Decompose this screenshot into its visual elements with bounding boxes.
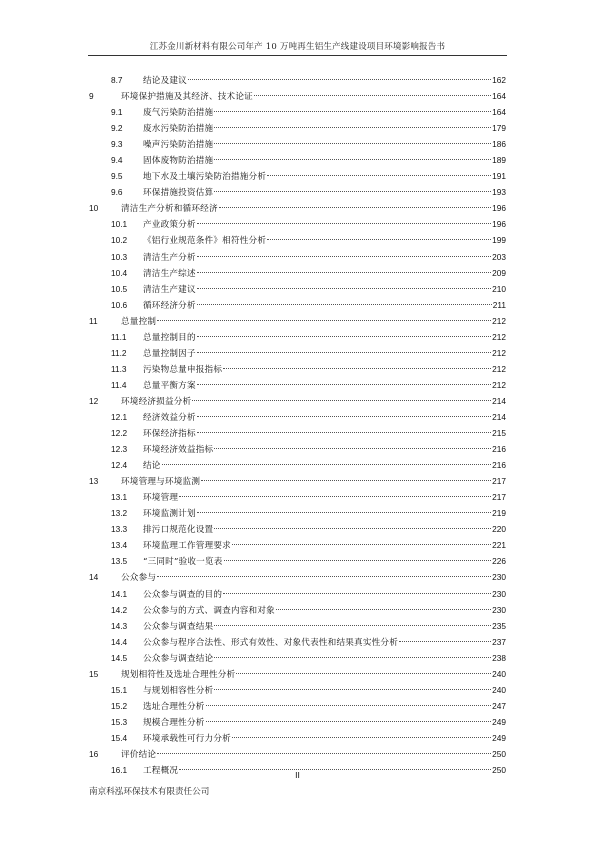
toc-title: 公众参与 — [121, 573, 157, 584]
toc-section[interactable] — [89, 232, 506, 248]
toc-section[interactable] — [89, 168, 506, 184]
toc-page: 249 — [492, 732, 506, 743]
toc-number: 14.5 — [111, 652, 128, 663]
toc-number: 14.4 — [111, 636, 128, 647]
toc-title: 环境承载性可行力分析 — [143, 733, 231, 744]
toc-leader — [399, 641, 491, 642]
running-header: 江苏金川新材料有限公司年产 10 万吨再生铝生产线建设项目环境影响报告书 — [149, 42, 446, 52]
toc-entry — [143, 377, 506, 394]
toc-section[interactable] — [89, 586, 506, 602]
page-number: II — [295, 770, 300, 780]
toc-leader — [232, 737, 491, 738]
toc-number: 12.3 — [111, 444, 128, 455]
toc-section[interactable] — [89, 152, 506, 168]
toc-section[interactable] — [89, 505, 506, 521]
toc-section[interactable] — [89, 345, 506, 361]
toc-number: 16.1 — [111, 765, 128, 776]
toc-entry — [143, 104, 506, 121]
toc-title: 公众参与调查结果 — [143, 621, 214, 632]
toc-number: 14.1 — [111, 588, 128, 599]
toc-number: 12.2 — [111, 428, 128, 439]
toc-title: 环境经济损益分析 — [121, 396, 192, 407]
toc-title: 产业政策分析 — [143, 220, 196, 231]
toc-section[interactable] — [89, 618, 506, 634]
toc-chapter[interactable] — [89, 88, 506, 104]
toc-section[interactable] — [89, 682, 506, 698]
toc-page: 230 — [492, 572, 506, 583]
toc-entry — [143, 537, 506, 554]
toc-title: 选址合理性分析 — [143, 701, 205, 712]
toc-number: 13.2 — [111, 508, 128, 519]
toc-leader — [214, 127, 491, 128]
toc-entry — [143, 232, 506, 249]
toc-chapter[interactable] — [89, 473, 506, 489]
toc-leader — [197, 352, 491, 353]
toc-title: 经济效益分析 — [143, 412, 196, 423]
toc-page: 216 — [492, 444, 506, 455]
toc-chapter[interactable] — [89, 569, 506, 585]
toc-leader — [179, 496, 491, 497]
toc-title: 总量控制目的 — [143, 332, 196, 343]
toc-section[interactable] — [89, 425, 506, 441]
toc-number: 15.1 — [111, 684, 128, 695]
toc-page: 249 — [492, 716, 506, 727]
toc-leader — [236, 673, 491, 674]
toc-title: 废气污染防治措施 — [143, 108, 214, 119]
toc-number: 10.1 — [111, 219, 128, 230]
toc-leader — [197, 223, 491, 224]
toc-leader — [276, 609, 491, 610]
toc-page: 250 — [492, 765, 506, 776]
toc-page: 164 — [492, 91, 506, 102]
toc-page: 216 — [492, 460, 506, 471]
toc-section[interactable] — [89, 553, 506, 569]
toc-number: 8.7 — [111, 75, 123, 85]
toc-entry — [143, 714, 506, 731]
toc-number: 11.1 — [111, 331, 127, 342]
toc-number: 15.3 — [111, 716, 128, 727]
toc-title: 公众参与调查结论 — [143, 653, 214, 664]
toc-title: 环保措施投资估算 — [143, 188, 214, 199]
toc-leader — [223, 368, 491, 369]
toc-page: 217 — [492, 476, 506, 487]
toc-entry — [143, 457, 506, 474]
toc-number: 10.3 — [111, 251, 128, 262]
toc-leader — [214, 159, 491, 160]
toc-page: 240 — [492, 668, 506, 679]
toc-entry — [143, 329, 506, 346]
toc-page: 199 — [492, 235, 506, 246]
toc-section[interactable] — [89, 441, 506, 457]
toc-leader — [214, 143, 491, 144]
toc-number: 13.3 — [111, 524, 128, 535]
toc-entry — [143, 698, 506, 715]
toc-leader — [214, 448, 491, 449]
toc-section[interactable] — [89, 265, 506, 281]
toc-entry — [143, 249, 506, 266]
toc-section[interactable] — [89, 457, 506, 473]
toc-entry — [143, 586, 506, 603]
toc-entry — [143, 184, 506, 201]
toc-leader — [267, 175, 491, 176]
toc-title: 污染物总量申报指标 — [143, 364, 223, 375]
toc-number: 9.6 — [111, 187, 123, 198]
toc-chapter[interactable] — [89, 393, 506, 409]
toc-number: 14.3 — [111, 620, 128, 631]
toc-entry — [121, 88, 506, 105]
toc-number: 9.1 — [111, 107, 123, 118]
toc-page: 226 — [492, 556, 506, 567]
toc-entry — [143, 650, 506, 667]
toc-leader — [197, 512, 491, 513]
toc-entry — [121, 746, 506, 763]
footer-company: 南京科泓环保技术有限责任公司 — [89, 787, 210, 797]
toc-number: 14.2 — [111, 604, 128, 615]
toc-entry — [143, 72, 506, 89]
toc-entry — [143, 521, 506, 538]
toc-leader — [197, 256, 491, 257]
toc-number: 12.4 — [111, 460, 128, 471]
toc-number: 11 — [89, 315, 98, 326]
toc-page: 164 — [492, 107, 506, 118]
toc-section[interactable] — [89, 104, 506, 120]
toc-number: 14 — [89, 572, 99, 583]
toc-number: 11.4 — [111, 379, 127, 390]
toc-title: 固体废物防治措施 — [143, 156, 214, 167]
toc-section[interactable] — [89, 216, 506, 232]
toc-number: 10.5 — [111, 283, 128, 294]
toc-page: 191 — [492, 171, 506, 182]
toc-leader — [201, 480, 491, 481]
toc-section[interactable] — [89, 730, 506, 746]
toc-title: 总量控制因子 — [143, 348, 196, 359]
table-of-contents — [89, 72, 506, 778]
toc-entry — [143, 505, 506, 522]
toc-section[interactable] — [89, 634, 506, 650]
toc-page: 212 — [492, 379, 506, 390]
header-divider — [88, 55, 507, 56]
toc-title: 清洁生产建议 — [143, 284, 196, 295]
toc-entry — [121, 473, 506, 490]
toc-section[interactable] — [89, 361, 506, 377]
toc-number: 9.2 — [111, 123, 123, 134]
toc-number: 16 — [89, 748, 99, 759]
toc-leader — [214, 191, 491, 192]
toc-number: 12 — [89, 395, 99, 406]
toc-leader — [224, 560, 492, 561]
toc-page: 212 — [492, 331, 506, 342]
toc-leader — [206, 721, 492, 722]
toc-chapter[interactable] — [89, 746, 506, 762]
toc-leader — [162, 464, 492, 465]
toc-entry — [121, 569, 506, 586]
toc-page: 211 — [492, 299, 506, 310]
toc-number: 13.4 — [111, 540, 128, 551]
toc-number: 11.2 — [111, 347, 127, 358]
toc-title: 环境监理工作管理要求 — [143, 541, 231, 552]
toc-number: 10.4 — [111, 267, 128, 278]
toc-title: 环境经济效益指标 — [143, 445, 214, 456]
toc-section[interactable] — [89, 537, 506, 553]
toc-number: 9.4 — [111, 155, 123, 166]
toc-leader — [197, 432, 491, 433]
toc-entry — [121, 393, 506, 410]
toc-entry — [143, 409, 506, 426]
toc-entry — [143, 345, 506, 362]
toc-title: 工程概况 — [143, 766, 179, 777]
toc-leader — [254, 95, 491, 96]
toc-page: 238 — [492, 652, 506, 663]
toc-page: 247 — [492, 700, 506, 711]
toc-page: 221 — [492, 540, 506, 551]
toc-leader — [214, 625, 491, 626]
toc-leader — [214, 689, 491, 690]
toc-chapter[interactable] — [89, 666, 506, 682]
toc-title: 结论及建议 — [143, 76, 187, 86]
toc-entry — [143, 730, 506, 747]
toc-entry — [121, 313, 506, 330]
toc-page: 212 — [492, 315, 506, 326]
toc-section[interactable] — [89, 281, 506, 297]
toc-number: 9.5 — [111, 171, 123, 182]
toc-section[interactable] — [89, 136, 506, 152]
toc-number: 15 — [89, 668, 99, 679]
toc-section[interactable] — [89, 714, 506, 730]
toc-leader — [197, 304, 492, 305]
toc-page: 193 — [492, 187, 506, 198]
toc-leader — [219, 207, 491, 208]
toc-leader — [197, 288, 491, 289]
toc-title: 与规划相容性分析 — [143, 685, 214, 696]
toc-page: 219 — [492, 508, 506, 519]
toc-entry — [143, 602, 506, 619]
toc-page: 209 — [492, 267, 506, 278]
toc-page: 212 — [492, 363, 506, 374]
toc-section[interactable] — [89, 184, 506, 200]
toc-leader — [232, 544, 491, 545]
toc-entry — [143, 120, 506, 137]
toc-entry — [143, 152, 506, 169]
toc-number: 12.1 — [111, 411, 128, 422]
toc-page: 179 — [492, 123, 506, 134]
toc-title: 环境管理与环境监测 — [121, 477, 201, 488]
toc-title: 总量控制 — [121, 316, 157, 327]
toc-title: 噪声污染防治措施 — [143, 140, 214, 151]
toc-section[interactable] — [89, 297, 506, 313]
toc-entry — [143, 216, 506, 233]
toc-title: 总量平衡方案 — [143, 380, 196, 391]
toc-section[interactable] — [89, 72, 506, 88]
toc-number: 13.5 — [111, 556, 128, 567]
toc-number: 13.1 — [111, 492, 128, 503]
toc-title: 环境保护措施及其经济、技术论证 — [121, 92, 253, 103]
toc-page: 235 — [492, 620, 506, 631]
toc-title: 清洁生产分析和循环经济 — [121, 204, 218, 215]
toc-page: 214 — [492, 411, 506, 422]
toc-page: 230 — [492, 604, 506, 615]
toc-page: 196 — [492, 219, 506, 230]
toc-section[interactable] — [89, 489, 506, 505]
toc-entry — [143, 425, 506, 442]
toc-entry — [143, 682, 506, 699]
toc-title: 排污口规范化设置 — [143, 525, 214, 536]
toc-title: “三同时”验收一览表 — [143, 557, 223, 568]
toc-title: 结论 — [143, 461, 161, 472]
toc-chapter[interactable] — [89, 313, 506, 329]
toc-number: 13 — [89, 476, 99, 487]
toc-title: 规模合理性分析 — [143, 717, 205, 728]
toc-entry — [143, 618, 506, 635]
toc-page: 230 — [492, 588, 506, 599]
toc-entry — [121, 200, 506, 217]
toc-title: 清洁生产分析 — [143, 252, 196, 263]
toc-entry — [143, 297, 506, 314]
toc-leader — [214, 111, 491, 112]
toc-title: 公众参与的方式、调查内容和对象 — [143, 605, 275, 616]
toc-number: 10.6 — [111, 299, 128, 310]
toc-number: 15.2 — [111, 700, 128, 711]
toc-section[interactable] — [89, 521, 506, 537]
toc-number: 10.2 — [111, 235, 128, 246]
toc-entry — [143, 489, 506, 506]
toc-page: 240 — [492, 684, 506, 695]
toc-page: 250 — [492, 748, 506, 759]
toc-section[interactable] — [89, 698, 506, 714]
toc-number: 10 — [89, 203, 99, 214]
toc-page: 186 — [492, 139, 506, 150]
toc-number: 9 — [89, 91, 94, 102]
toc-leader — [157, 320, 491, 321]
toc-section[interactable] — [89, 329, 506, 345]
toc-leader — [197, 336, 491, 337]
toc-leader — [214, 528, 491, 529]
toc-section[interactable] — [89, 650, 506, 666]
toc-title: 地下水及土壤污染防治措施分析 — [143, 172, 267, 183]
toc-number: 9.3 — [111, 139, 123, 150]
toc-section[interactable] — [89, 602, 506, 618]
toc-leader — [267, 239, 491, 240]
toc-section[interactable] — [89, 377, 506, 393]
toc-leader — [192, 400, 491, 401]
toc-number: 11.3 — [111, 363, 127, 374]
toc-entry — [143, 634, 506, 651]
toc-entry — [143, 553, 506, 570]
toc-entry — [143, 168, 506, 185]
toc-leader — [214, 657, 491, 658]
toc-section[interactable] — [89, 409, 506, 425]
toc-entry — [143, 441, 506, 458]
toc-title: 《铝行业规范条件》相符性分析 — [143, 236, 267, 247]
toc-leader — [157, 753, 491, 754]
toc-page: 220 — [492, 524, 506, 535]
toc-title: 清洁生产综述 — [143, 268, 196, 279]
toc-entry — [143, 136, 506, 153]
toc-page: 162 — [492, 75, 506, 85]
toc-entry — [143, 265, 506, 282]
toc-leader — [197, 384, 491, 385]
toc-page: 237 — [492, 636, 506, 647]
toc-page: 212 — [492, 347, 506, 358]
toc-title: 环保经济指标 — [143, 429, 196, 440]
toc-chapter[interactable] — [89, 200, 506, 216]
toc-entry — [143, 281, 506, 298]
toc-title: 废水污染防治措施 — [143, 124, 214, 135]
toc-page: 214 — [492, 395, 506, 406]
toc-leader — [157, 576, 491, 577]
toc-page: 215 — [492, 428, 506, 439]
toc-title: 环境管理 — [143, 493, 179, 504]
toc-title: 循环经济分析 — [143, 300, 196, 311]
toc-title: 公众参与调查的目的 — [143, 589, 223, 600]
toc-title: 公众参与程序合法性、形式有效性、对象代表性和结果真实性分析 — [143, 637, 399, 648]
toc-title: 环境监测计划 — [143, 509, 196, 520]
toc-leader — [188, 79, 491, 80]
toc-leader — [197, 416, 491, 417]
toc-page: 196 — [492, 203, 506, 214]
toc-page: 217 — [492, 492, 506, 503]
toc-leader — [206, 705, 492, 706]
toc-page: 189 — [492, 155, 506, 166]
toc-page: 203 — [492, 251, 506, 262]
toc-title: 评价结论 — [121, 749, 157, 760]
toc-section[interactable] — [89, 120, 506, 136]
toc-entry — [143, 361, 506, 378]
toc-number: 15.4 — [111, 732, 128, 743]
toc-leader — [197, 272, 491, 273]
toc-section[interactable] — [89, 249, 506, 265]
toc-page: 210 — [492, 283, 506, 294]
toc-entry — [121, 666, 506, 683]
toc-leader — [223, 593, 491, 594]
toc-title: 规划相符性及选址合理性分析 — [121, 669, 236, 680]
